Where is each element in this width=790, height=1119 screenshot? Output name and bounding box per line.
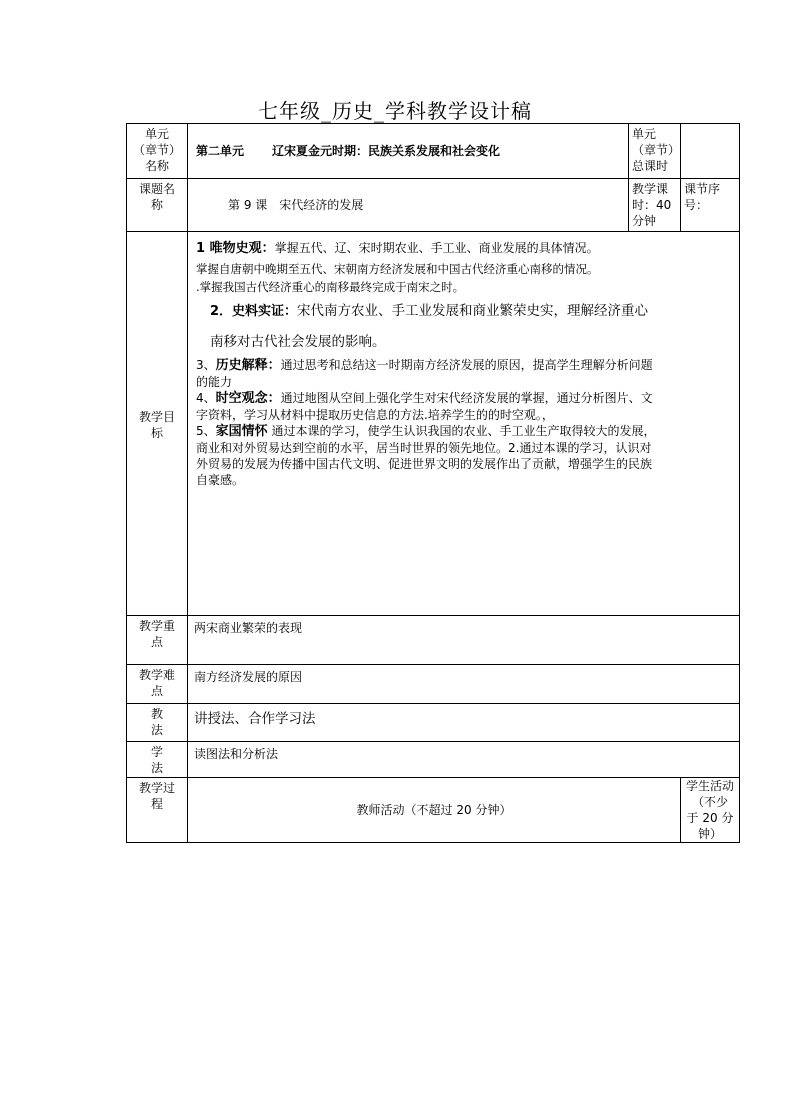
unit-name-cell xyxy=(188,124,629,179)
teaching-method-label-line: 法 xyxy=(150,723,163,737)
unit-row xyxy=(127,124,740,179)
unit-label-line: 单元 xyxy=(144,127,169,141)
goal-4: 4、时空观念：通过地图从空间上强化学生对宋代经济发展的掌握，通过分析图片、文 xyxy=(196,391,653,406)
goals-content xyxy=(188,232,740,616)
goal-1-line-3: .掌握我国古代经济重心的南移最终完成于南宋之时。 xyxy=(196,280,465,294)
process-label-line: 教学过 xyxy=(138,781,175,795)
learning-method-value: 读图法和分析法 xyxy=(188,742,740,778)
process-row xyxy=(127,778,740,843)
topic-label-line: 称 xyxy=(150,198,163,212)
unit-label-cell xyxy=(127,124,188,179)
goals-label-line: 标 xyxy=(150,425,163,440)
unit-number: 第二单元 xyxy=(196,144,245,158)
key-points-value: 两宋商业繁荣的表现 xyxy=(188,616,740,665)
process-label-line: 程 xyxy=(150,797,163,811)
goal-3-line-2: 的能力 xyxy=(196,375,233,389)
unit-title: 辽宋夏金元时期：民族关系发展和社会变化 xyxy=(272,144,501,158)
goal-5-line-2: 商业和对外贸易达到空前的水平，居当时世界的领先地位。2.通过本课的学习，认识对 xyxy=(196,441,652,455)
student-activity-header xyxy=(681,778,740,843)
student-activity-line: 于 20 分钟） xyxy=(686,811,734,841)
topic-value: 第 9 课 宋代经济的发展 xyxy=(188,179,629,232)
goal-1: 1 唯物史观：掌握五代、辽、宋时期农业、手工业、商业发展的具体情况。 xyxy=(196,241,599,256)
goal-5-line-3: 外贸易的发展为传播中国古代文明、促进世界文明的发展作出了贡献，增强学生的民族 xyxy=(196,457,653,471)
teaching-method-label-line: 教 xyxy=(150,707,163,721)
unit-hours-label: 单元（章节）总课时 xyxy=(629,124,681,179)
goals-label-line: 教学目 xyxy=(138,409,175,424)
key-points-row xyxy=(127,616,740,665)
goal-5: 5、家国情怀 通过本课的学习，使学生认识我国的农业、手工业生产取得较大的发展， xyxy=(196,424,656,439)
goals-row xyxy=(127,232,740,616)
unit-hours-value xyxy=(681,124,740,179)
unit-label-line: （章节） xyxy=(132,143,181,157)
goal-1-line-2: 掌握自唐朝中晚期至五代、宋朝南方经济发展和中国古代经济重心南移的情况。 xyxy=(196,262,599,276)
teaching-method-value: 讲授法、合作学习法 xyxy=(188,704,740,742)
teacher-activity-header: 教师活动（不超过 20 分钟） xyxy=(188,778,681,843)
document-title: 七年级_历史_学科教学设计稿 xyxy=(258,99,532,123)
difficulty-label-line: 点 xyxy=(150,684,163,698)
goal-5-line-4: 自豪感。 xyxy=(196,473,245,487)
goal-2: 2．史料实证：宋代南方农业、手工业发展和商业繁荣史实，理解经济重心 xyxy=(210,303,649,319)
process-label-cell xyxy=(127,778,188,843)
unit-label-line: 名称 xyxy=(144,159,169,173)
lesson-seq-label: 课节序号： xyxy=(681,179,740,232)
difficulty-label-cell xyxy=(127,665,188,704)
learning-method-label-line: 法 xyxy=(150,761,163,775)
topic-label-cell xyxy=(127,179,188,232)
teaching-hours: 教学课时：40 分钟 xyxy=(629,179,681,232)
student-activity-line: 学生活动（不少 xyxy=(685,779,734,809)
teaching-method-row xyxy=(127,704,740,742)
learning-method-label-cell xyxy=(127,742,188,778)
difficulty-label-line: 教学难 xyxy=(138,668,175,682)
topic-row xyxy=(127,179,740,232)
key-points-label-cell xyxy=(127,616,188,665)
difficulty-row xyxy=(127,665,740,704)
teaching-method-label-cell xyxy=(127,704,188,742)
goal-2-line-2: 南移对古代社会发展的影响。 xyxy=(210,334,386,350)
topic-label-line: 课题名 xyxy=(138,182,175,196)
goal-3: 3、历史解释：通过思考和总结这一时期南方经济发展的原因，提高学生理解分析问题 xyxy=(196,358,653,373)
learning-method-row xyxy=(127,742,740,778)
key-points-label-line: 点 xyxy=(150,635,163,649)
lesson-plan-table xyxy=(126,123,740,843)
goals-label-cell xyxy=(127,232,188,616)
goal-4-line-2: 字资料，学习从材料中提取历史信息的方法.培养学生的的时空观。， xyxy=(196,408,554,422)
key-points-label-line: 教学重 xyxy=(138,619,175,633)
difficulty-value: 南方经济发展的原因 xyxy=(188,665,740,704)
learning-method-label-line: 学 xyxy=(150,745,163,759)
